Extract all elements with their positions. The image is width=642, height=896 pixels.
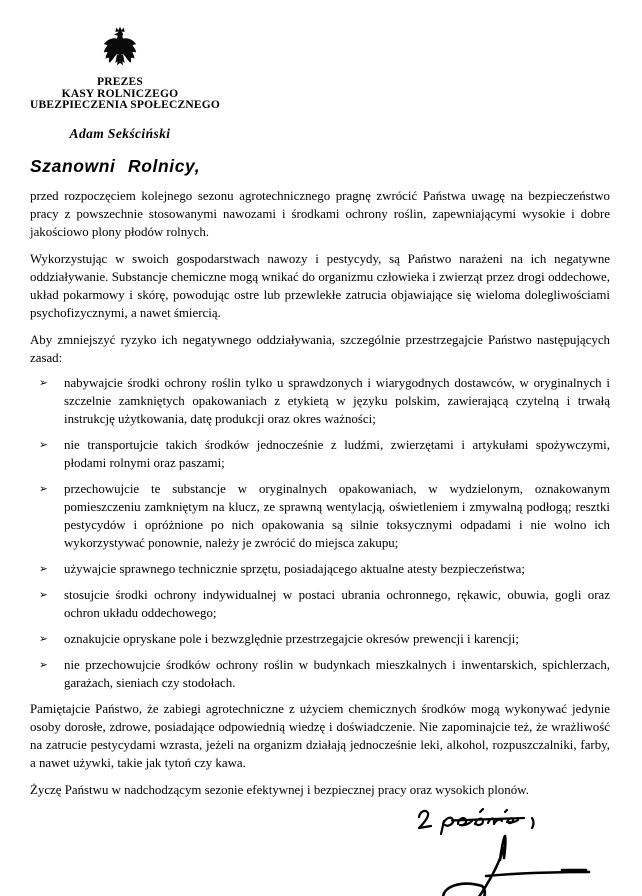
signature-block	[30, 808, 610, 896]
paragraph-rules-lead: Aby zmniejszyć ryzyko ich negatywnego oddziaływania, szczególnie przestrzegajcie Państwo następujących zasad:	[30, 332, 610, 365]
paragraph-wishes: Życzę Państwu w nadchodzącym sezonie efektywnej i bezpiecznej pracy oraz wysokich plonów.	[30, 782, 529, 797]
list-item-text: przechowujcie te substancje w oryginalnych opakowaniach, w wydzielonym, oznakowanym pomieszczeniu zamkniętym na klucz, ze sprawną wentylacją, oświetleniem i zmywalną podłogą; resztki pestycydów i opróżnione po nich opakowania są silnie toksycznymi odpadami i nie wolno ich wykorzystywać ponownie, należy je zwrócić do miejsca zakupu;	[64, 481, 610, 550]
arrow-bullet-icon: ➢	[39, 438, 48, 451]
list-item-text: używajcie sprawnego technicznie sprzętu, posiadającego aktualne atesty bezpieczeństwa;	[64, 561, 525, 576]
arrow-bullet-icon: ➢	[39, 588, 48, 601]
paragraph-intro: przed rozpoczęciem kolejnego sezonu agrotechnicznego pragnę zwrócić Państwa uwagę na bezpieczeństwo pracy z powszechnie stosowanymi nawozami i środkami ochrony roślin, zapewniającymi wysokie i dobre jakościowo plony płodów rolnych.	[30, 188, 610, 239]
list-item	[30, 630, 610, 648]
list-item	[30, 480, 610, 552]
arrow-bullet-icon: ➢	[39, 562, 48, 575]
safety-rules-list	[30, 374, 610, 692]
list-item	[30, 436, 610, 472]
paragraph-risk: Wykorzystując w swoich gospodarstwach nawozy i pestycydy, są Państwo narażeni na ich negatywne oddziaływanie. Substancje chemiczne mogą wnikać do organizmu człowieka i zwierząt przez drogi oddechowe, układ pokarmowy i skórę, powodując ostre lub przewlekłe zatrucia objawiające się wieloma dolegliwościami psychofizycznymi, a nawet śmiercią.	[30, 251, 610, 320]
letterhead	[30, 26, 221, 142]
letterhead-title-line: KASY ROLNICZEGO	[61, 87, 179, 100]
paragraph-reminder: Pamiętajcie Państwo, że zabiegi agrotechniczne z użyciem chemicznych środków mogą wykonywać jedynie osoby dorosłe, zdrowe, posiadające odpowiednią wiedzę i doświadczenie. Nie zapominajcie też, że wrażliwość na zatrucie pestycydami wzrasta, jeżeli na organizm działają jednocześnie leki, alkohol, rozpuszczalniki, farby, a nawet używki, takie jak tytoń czy kawa.	[30, 701, 610, 770]
polish-eagle-icon	[101, 26, 139, 73]
list-item	[30, 374, 610, 428]
list-item	[30, 656, 610, 692]
list-item-text: nie przechowujcie środków ochrony roślin w budynkach mieszkalnych i inwentarskich, spichlerzach, garażach, sieniach czy stodołach.	[64, 657, 610, 690]
salutation: Szanowni Rolnicy,	[30, 155, 201, 176]
arrow-bullet-icon: ➢	[39, 376, 48, 389]
list-item-text: oznakujcie opryskane pole i bezwzględnie przestrzegajcie okresów prewencji i karencji;	[64, 631, 519, 646]
letterhead-title-line: PREZES	[97, 76, 143, 88]
arrow-bullet-icon: ➢	[39, 658, 48, 671]
arrow-bullet-icon: ➢	[39, 482, 48, 495]
letterhead-title-line: UBEZPIECZENIA SPOŁECZNEGO	[30, 99, 221, 111]
list-item-text: nabywajcie środki ochrony roślin tylko u sprawdzonych i wiarygodnych dostawców, w oryginalnych i szczelnie zamkniętych opakowaniach z etykietą w języku polskim, zawierającą czytelną i trwałą instrukcję użytkowania, datę produkcji oraz okres ważności;	[64, 375, 610, 426]
list-item-text: nie transportujcie takich środków jednocześnie z ludźmi, zwierzętami i artykułami spożywczymi, płodami rolnymi oraz paszami;	[64, 437, 610, 470]
list-item-text: stosujcie środki ochrony indywidualnej w postaci ubrania ochronnego, rękawic, obuwia, gogli oraz ochron układu oddechowego;	[64, 587, 610, 620]
handwritten-signature	[434, 834, 592, 896]
list-item	[30, 586, 610, 622]
sender-name: Adam Sekściński	[69, 125, 171, 141]
list-item	[30, 560, 610, 578]
arrow-bullet-icon: ➢	[39, 632, 48, 645]
